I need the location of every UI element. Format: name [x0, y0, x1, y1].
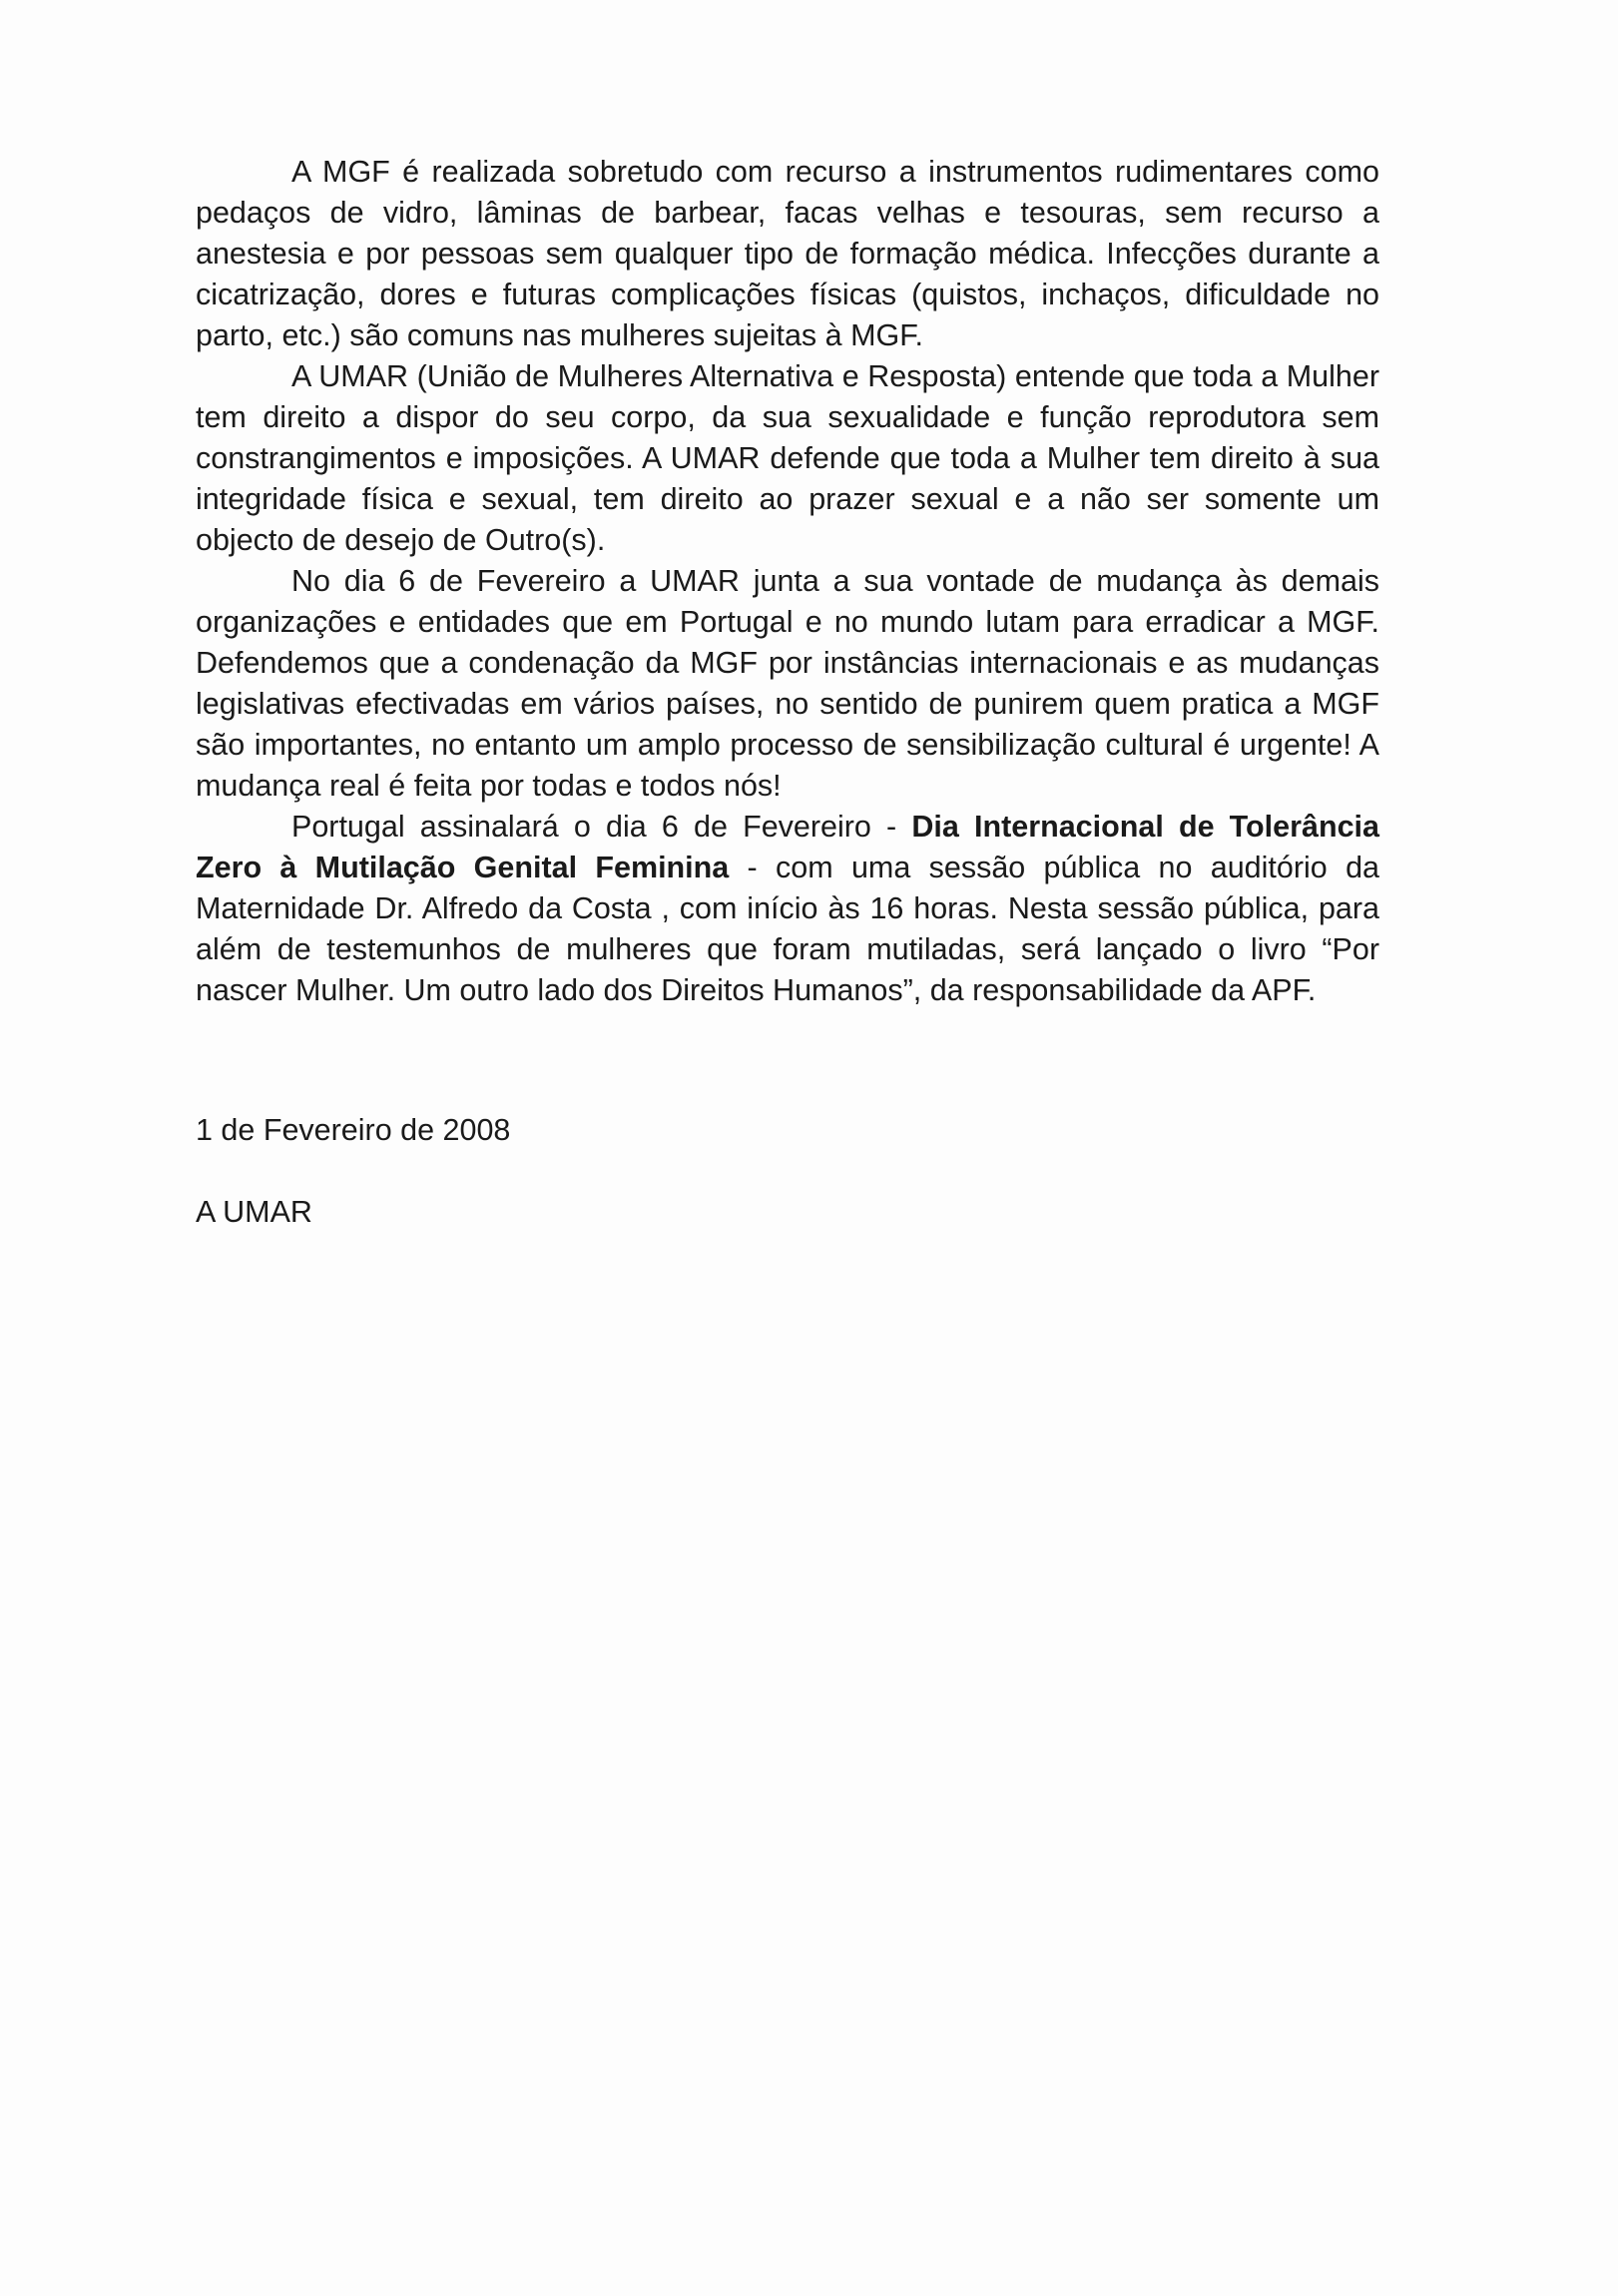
document-signature: A UMAR — [196, 1195, 312, 1229]
paragraph-mgf-methods: A MGF é realizada sobretudo com recurso a instrumentos rudimentares como pedaços de vidro, lâminas de barbear, facas velhas e tesouras, sem recurso a anestesia e por pessoas sem qualquer tipo de formação médica. Infecções durante a cicatrização, dores e futuras complicações físicas (quistos, inchaços, dificuldade no parto, etc.) são comuns nas mulheres sujeitas à MGF. — [196, 155, 1379, 352]
paragraph-umar-position: A UMAR (União de Mulheres Alternativa e Resposta) entende que toda a Mulher tem direito a dispor do seu corpo, da sua sexualidade e função reprodutora sem constrangimentos e imposições. A UMAR defende que toda a Mulher tem direito à sua integridade física e sexual, tem direito ao prazer sexual e a não ser somente um objecto de desejo de Outro(s). — [196, 359, 1379, 557]
body-text — [196, 152, 1379, 1011]
paragraph-february-6: No dia 6 de Fevereiro a UMAR junta a sua vontade de mudança às demais organizações e entidades que em Portugal e no mundo lutam para erradicar a MGF. Defendemos que a condenação da MGF por instâncias internacionais e as mudanças legislativas efectivadas em vários países, no sentido de punirem quem pratica a MGF são importantes, no entanto um amplo processo de sensibilização cultural é urgente! A mudança real é feita por todas e todos nós! — [196, 564, 1379, 803]
document-date: 1 de Fevereiro de 2008 — [196, 1113, 511, 1147]
event-day-name: Dia Internacional de Tolerância Zero à Mutilação Genital Feminina — [196, 810, 1379, 884]
event-text-after: - com uma sessão pública no auditório da Maternidade Dr. Alfredo da Costa , com início às 16 horas. Nesta sessão pública, para além de testemunhos de mulheres que foram mutiladas, será lançado o livro “Por nascer Mulher. Um outro lado dos Direitos Humanos”, da responsabilidade da APF. — [196, 851, 1379, 1007]
event-text-before: Portugal assinalará o dia 6 de Fevereiro - — [291, 810, 912, 844]
paragraph-portugal-event — [196, 807, 1379, 1011]
